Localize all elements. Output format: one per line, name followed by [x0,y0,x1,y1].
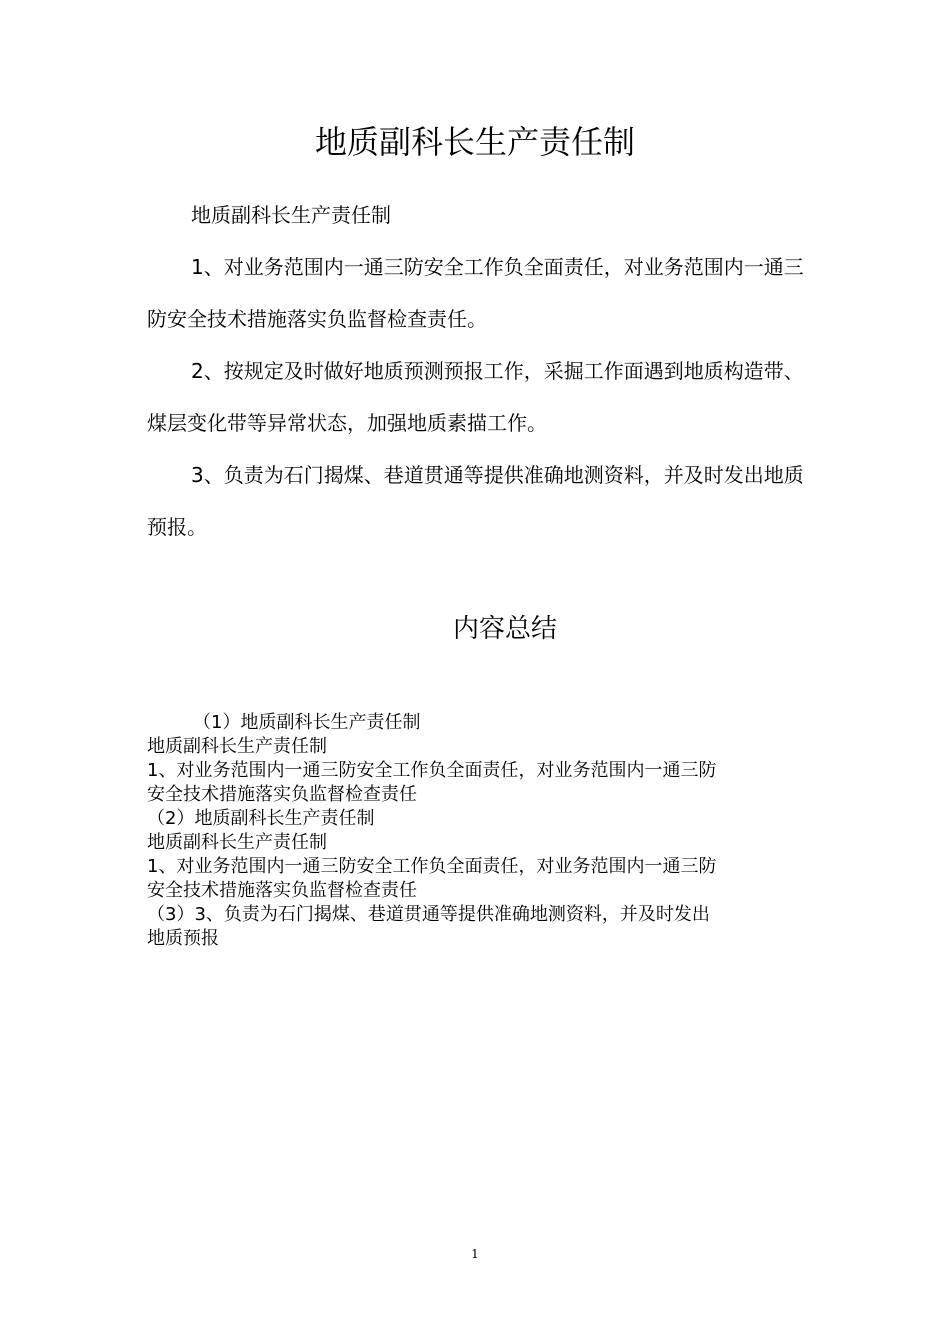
summary-line: 地质预报 [147,928,219,949]
summary-title: 内容总结 [452,614,557,644]
summary-line: 1、对业务范围内一通三防安全工作负全面责任，对业务范围内一通三防 [147,760,717,781]
summary-line: （2）地质副科长生产责任制 [147,808,375,829]
summary-line: 安全技术措施落实负监督检查责任 [147,784,417,805]
summary-line: 安全技术措施落实负监督检查责任 [147,880,417,901]
page-number: 1 [471,1247,479,1261]
paragraph-2: 2、按规定及时做好地质预测预报工作，采掘工作面遇到地质构造带、煤层变化带等异常状态，加强地质素描工作。 [147,359,804,435]
document-title: 地质副科长生产责任制 [314,123,635,161]
summary-line: 地质副科长生产责任制 [147,736,327,757]
paragraph-heading: 地质副科长生产责任制 [191,203,391,227]
summary-block [147,711,807,951]
summary-line: 地质副科长生产责任制 [147,832,327,853]
body-text [147,189,807,553]
summary-line: （3）3、负责为石门揭煤、巷道贯通等提供准确地测资料，并及时发出 [147,904,710,925]
summary-line: 1、对业务范围内一通三防安全工作负全面责任，对业务范围内一通三防 [147,856,717,877]
paragraph-1: 1、对业务范围内一通三防安全工作负全面责任，对业务范围内一通三防安全技术措施落实负监督检查责任。 [147,255,804,331]
paragraph-3: 3、负责为石门揭煤、巷道贯通等提供准确地测资料，并及时发出地质预报。 [147,463,804,539]
summary-line: （1）地质副科长生产责任制 [193,712,421,733]
